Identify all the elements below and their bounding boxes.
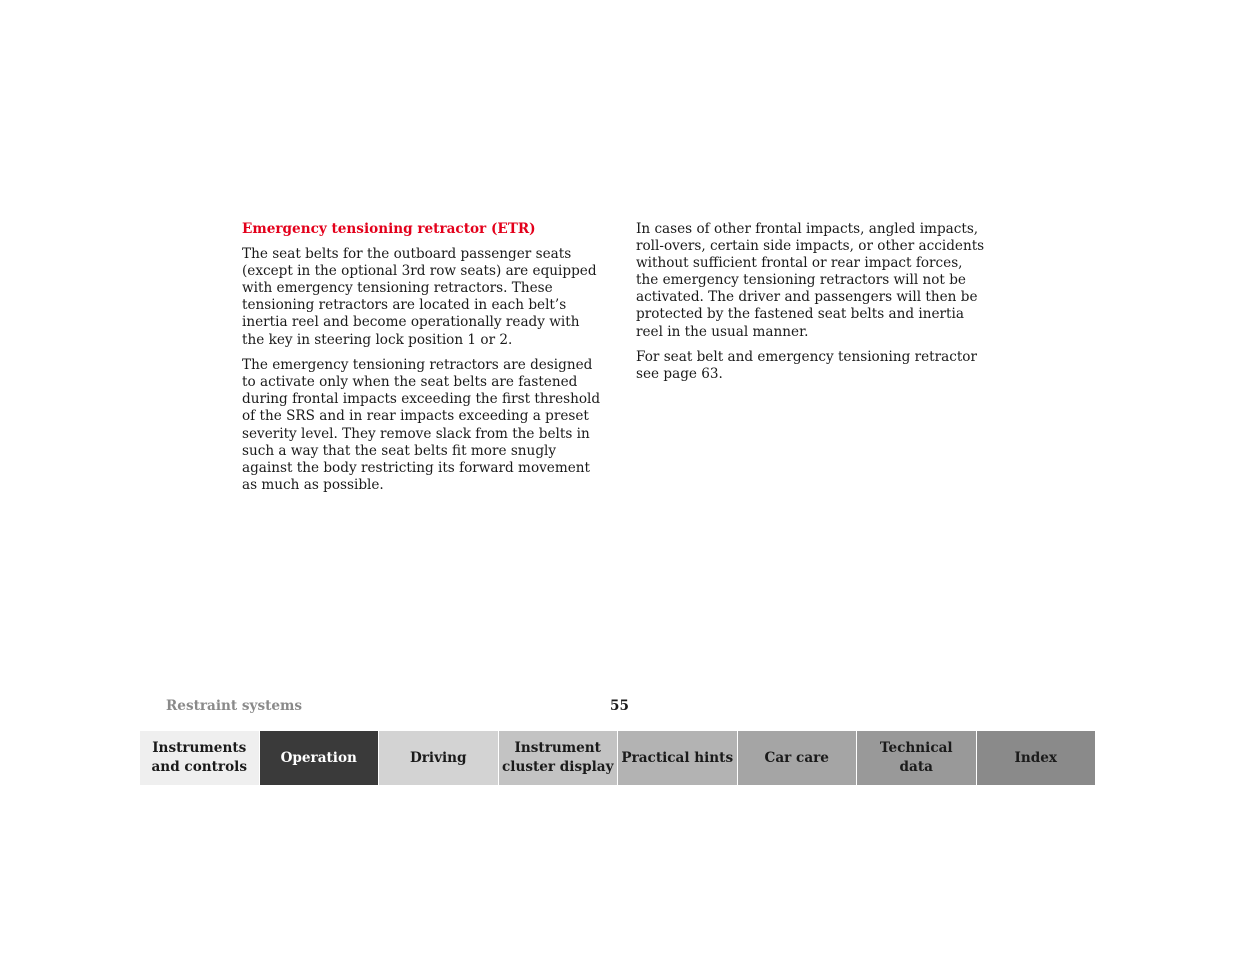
section-heading: Emergency tensioning retractor (ETR) bbox=[242, 221, 536, 237]
paragraph: The seat belts for the outboard passenger seats (except in the optional 3rd row seats) are equipped with emergency tensioning retractors. These tensioning retractors are located in each belt’s inertia reel and become operationally ready with the key in steering lock position 1 or 2. bbox=[242, 246, 597, 348]
tab-driving[interactable]: Driving bbox=[379, 731, 499, 785]
right-column bbox=[636, 221, 988, 392]
footer-section-title: Restraint systems bbox=[166, 698, 303, 714]
tab-technical-data[interactable]: Technical data bbox=[857, 731, 977, 785]
paragraph: In cases of other frontal impacts, angled impacts, roll-overs, certain side impacts, or other accidents without sufficient frontal or rear impact forces, the emergency tensioning retractors will not be activated. The driver and passengers will then be protected by the fastened seat belts and inertia reel in the usual manner. bbox=[636, 221, 985, 340]
tab-instrument-cluster-display[interactable]: Instrument cluster display bbox=[499, 731, 619, 785]
tab-index[interactable]: Index bbox=[977, 731, 1096, 785]
page-number: 55 bbox=[610, 698, 629, 714]
left-column bbox=[242, 221, 604, 502]
paragraph: For seat belt and emergency tensioning retractor see page 63. bbox=[636, 349, 977, 383]
tab-practical-hints[interactable]: Practical hints bbox=[618, 731, 738, 785]
tab-instruments-and-controls[interactable]: Instruments and controls bbox=[140, 731, 260, 785]
paragraph: The emergency tensioning retractors are designed to activate only when the seat belts are fastened during frontal impacts exceeding the first threshold of the SRS and in rear impacts exceeding a preset severity level. They remove slack from the belts in such a way that the seat belts fit more snugly against the body restricting its forward movement as much as possible. bbox=[242, 357, 601, 493]
tab-car-care[interactable]: Car care bbox=[738, 731, 858, 785]
chapter-tab-bar bbox=[140, 731, 1095, 785]
tab-operation[interactable]: Operation bbox=[260, 731, 380, 785]
